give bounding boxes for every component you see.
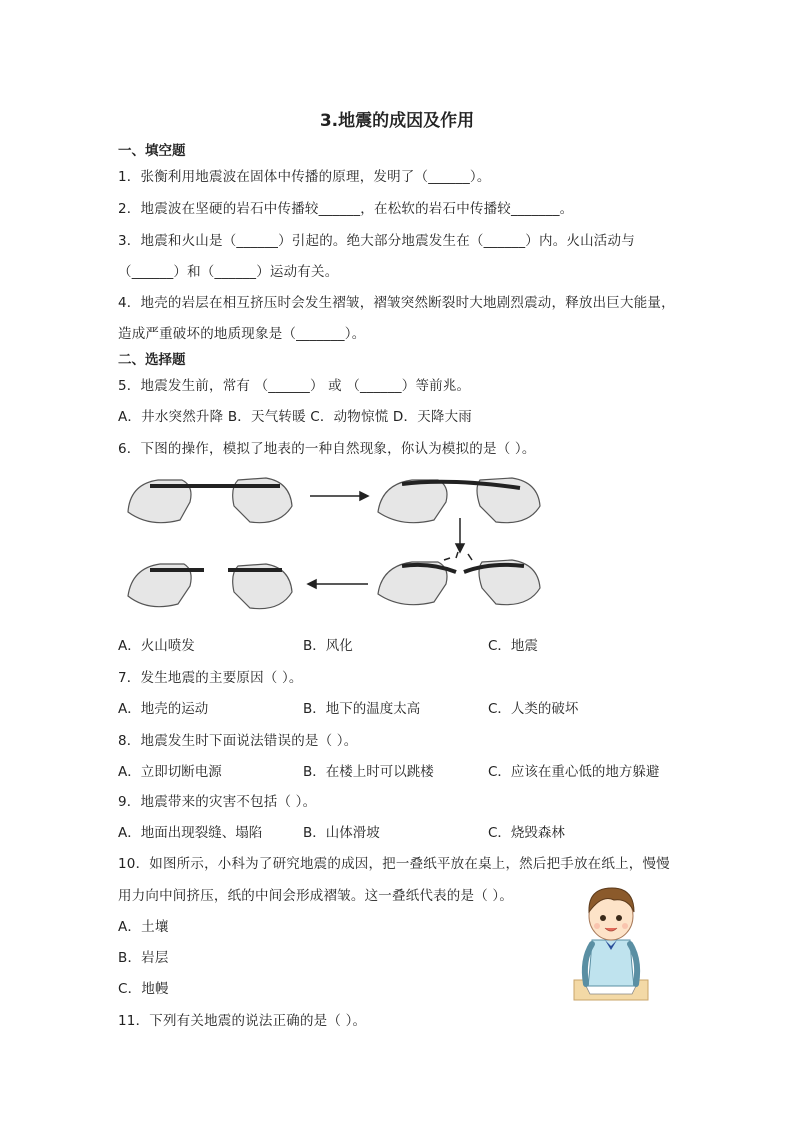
question-9: 9．地震带来的灾害不包括（ ）。	[118, 794, 317, 810]
option-a: A．地面出现裂缝、塌陷	[118, 825, 263, 841]
boy-illustration	[572, 880, 652, 1002]
question-10-option-a: A．土壤	[118, 919, 169, 935]
option-c: C．烧毁森林	[488, 825, 565, 841]
stick-bending-figure	[120, 466, 560, 626]
question-5: 5．地震发生前，常有 （______） 或 （______）等前兆。	[118, 378, 471, 394]
option-a: A．火山喷发	[118, 638, 195, 654]
option-c: C．应该在重心低的地方躲避	[488, 764, 660, 780]
question-5-options: A．井水突然升降 B．天气转暖 C．动物惊慌 D．天降大雨	[118, 409, 472, 425]
option-c: C．地震	[488, 638, 538, 654]
question-4-line-1: 4．地壳的岩层在相互挤压时会发生褶皱，褶皱突然断裂时大地剧烈震动，释放出巨大能量，	[118, 295, 675, 311]
section-fill-in-blank: 一、填空题	[118, 143, 186, 159]
question-11: 11．下列有关地震的说法正确的是（ ）。	[118, 1013, 367, 1029]
question-2: 2．地震波在坚硬的岩石中传播较______，在松软的岩石中传播较_______。	[118, 201, 574, 217]
question-7: 7．发生地震的主要原因（ ）。	[118, 670, 303, 686]
option-b: B．在楼上时可以跳楼	[303, 764, 434, 780]
question-10-option-b: B．岩层	[118, 950, 169, 966]
question-8: 8．地震发生时下面说法错误的是（ ）。	[118, 733, 358, 749]
question-10-option-c: C．地幔	[118, 981, 169, 997]
question-10-line-1: 10．如图所示，小科为了研究地震的成因，把一叠纸平放在桌上，然后把手放在纸上，慢慢	[118, 856, 670, 872]
option-c: C．人类的破坏	[488, 701, 579, 717]
section-multiple-choice: 二、选择题	[118, 352, 186, 368]
question-4-line-2: 造成严重破坏的地质现象是（_______）。	[118, 326, 366, 342]
option-b: B．山体滑坡	[303, 825, 380, 841]
option-b: B．风化	[303, 638, 353, 654]
question-3-line-2: （______）和（______）运动有关。	[118, 264, 339, 280]
question-3-line-1: 3．地震和火山是（______）引起的。绝大部分地震发生在（______）内。火山活动与	[118, 233, 635, 249]
option-a: A．地壳的运动	[118, 701, 209, 717]
option-a: A．立即切断电源	[118, 764, 222, 780]
question-1: 1．张衡利用地震波在固体中传播的原理，发明了（______）。	[118, 169, 491, 185]
page-title: 3.地震的成因及作用	[319, 111, 475, 131]
option-b: B．地下的温度太高	[303, 701, 421, 717]
question-10-line-2: 用力向中间挤压，纸的中间会形成褶皱。这一叠纸代表的是（ ）。	[118, 888, 514, 904]
question-6: 6．下图的操作，模拟了地表的一种自然现象，你认为模拟的是（ ）。	[118, 441, 536, 457]
